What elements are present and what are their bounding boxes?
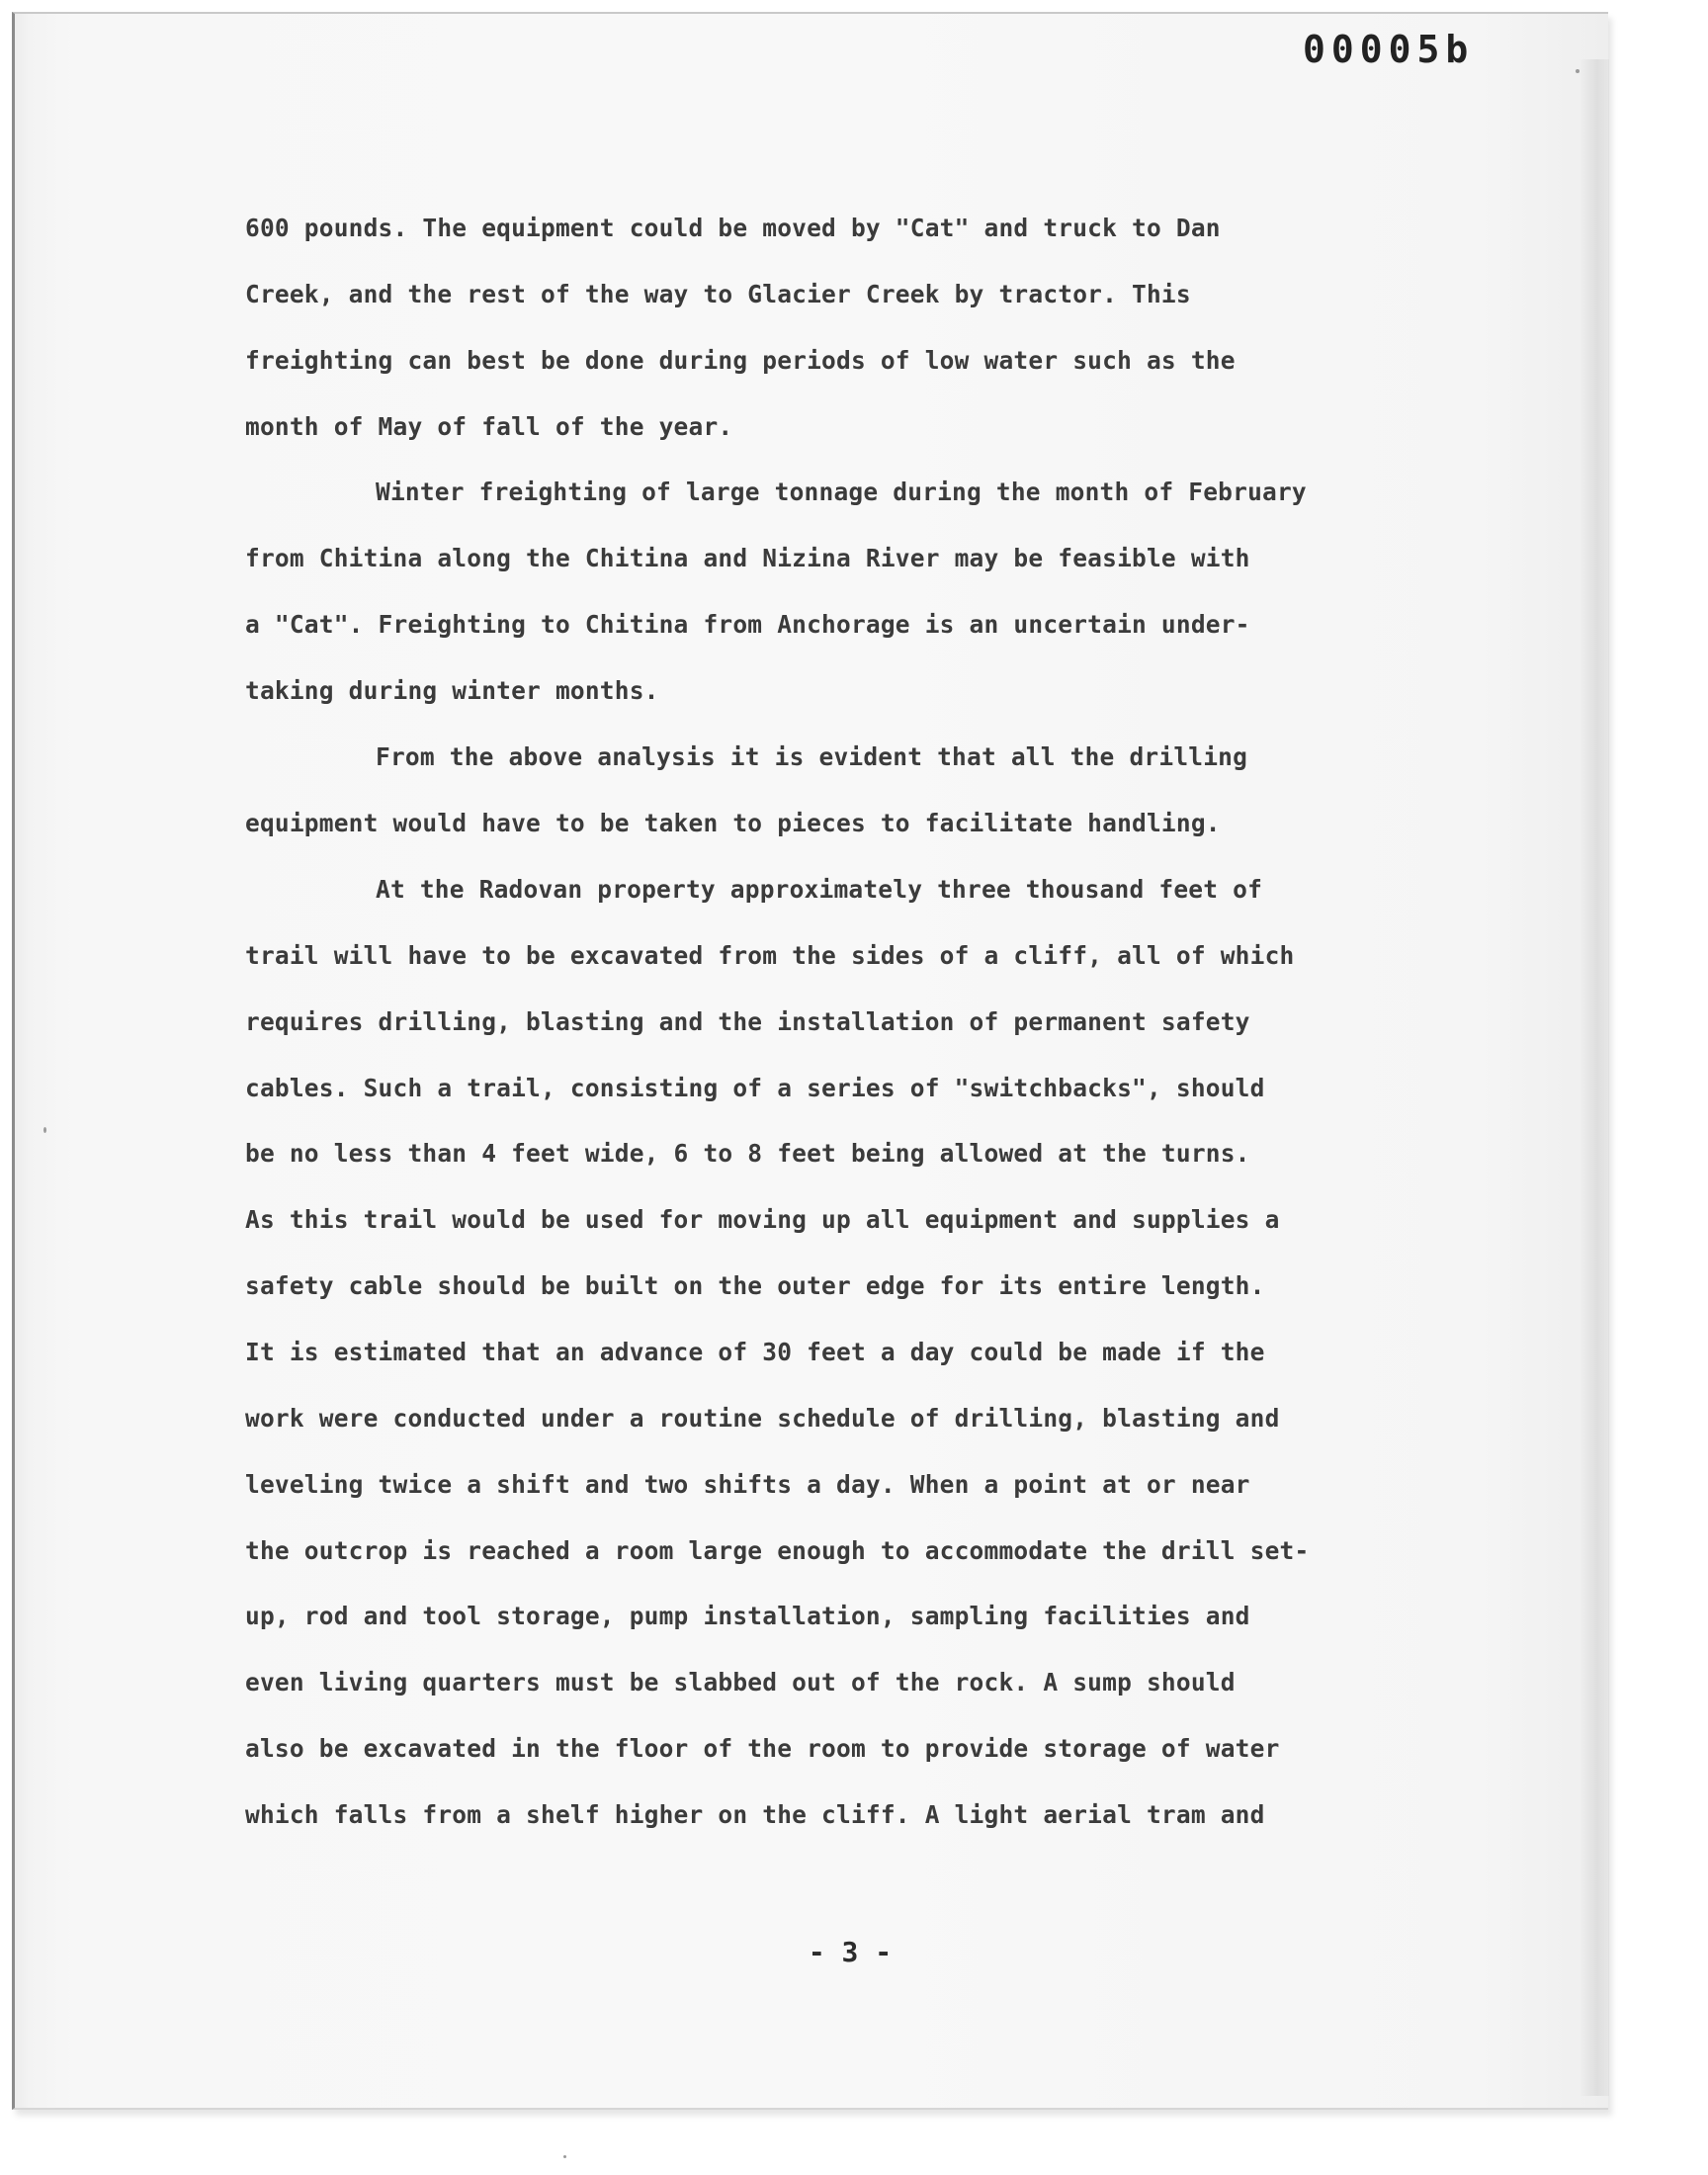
body-line-3: freighting can best be done during periods of low water such as the	[245, 346, 1236, 375]
body-line-19: work were conducted under a routine schedule of drilling, blasting and	[245, 1404, 1280, 1433]
body-line-20: leveling twice a shift and two shifts a day. When a point at or near	[245, 1470, 1250, 1499]
body-line-11: At the Radovan property approximately three thousand feet of	[376, 875, 1263, 904]
scan-speck	[1576, 69, 1580, 73]
document-number: 00005b	[1303, 28, 1475, 71]
body-line-9: From the above analysis it is evident that all the drilling	[376, 742, 1248, 771]
body-line-17: safety cable should be built on the outer edge for its entire length.	[245, 1271, 1265, 1300]
body-line-16: As this trail would be used for moving up all equipment and supplies a	[245, 1205, 1280, 1234]
body-line-22: up, rod and tool storage, pump installation, sampling facilities and	[245, 1602, 1250, 1630]
body-line-13: requires drilling, blasting and the installation of permanent safety	[245, 1007, 1250, 1036]
body-line-8: taking during winter months.	[245, 676, 659, 705]
body-line-25: which falls from a shelf higher on the cliff. A light aerial tram and	[245, 1800, 1265, 1829]
body-line-18: It is estimated that an advance of 30 feet a day could be made if the	[245, 1338, 1265, 1366]
body-line-2: Creek, and the rest of the way to Glacier Creek by tractor. This	[245, 280, 1191, 308]
body-line-12: trail will have to be excavated from the sides of a cliff, all of which	[245, 941, 1295, 970]
body-line-21: the outcrop is reached a room large enough to accommodate the drill set-	[245, 1536, 1310, 1565]
body-line-14: cables. Such a trail, consisting of a series of "switchbacks", should	[245, 1074, 1265, 1102]
body-line-10: equipment would have to be taken to pieces to facilitate handling.	[245, 809, 1221, 837]
body-line-24: also be excavated in the floor of the room to provide storage of water	[245, 1734, 1280, 1763]
sheet-edge-shadow	[1580, 59, 1609, 2096]
scan-speck	[43, 1127, 46, 1133]
body-line-7: a "Cat". Freighting to Chitina from Anchorage is an uncertain under-	[245, 610, 1250, 639]
body-line-6: from Chitina along the Chitina and Nizina River may be feasible with	[245, 544, 1250, 572]
body-line-1: 600 pounds. The equipment could be moved by "Cat" and truck to Dan	[245, 214, 1221, 242]
body-line-23: even living quarters must be slabbed out of the rock. A sump should	[245, 1668, 1236, 1696]
body-line-4: month of May of fall of the year.	[245, 412, 733, 441]
scan-speck	[563, 2155, 566, 2158]
body-line-15: be no less than 4 feet wide, 6 to 8 feet being allowed at the turns.	[245, 1139, 1250, 1168]
page-number: - 3 -	[808, 1936, 893, 1968]
body-line-5: Winter freighting of large tonnage during the month of February	[376, 478, 1307, 506]
